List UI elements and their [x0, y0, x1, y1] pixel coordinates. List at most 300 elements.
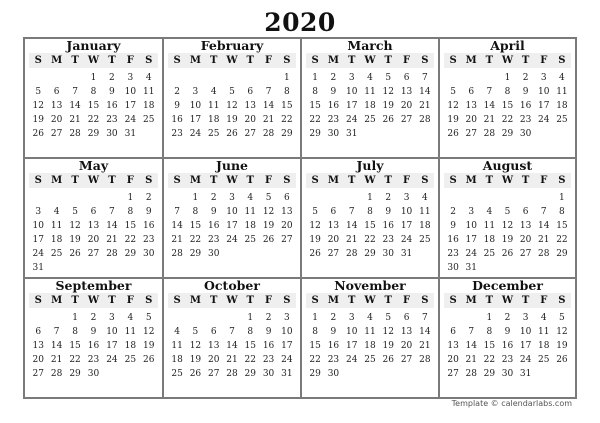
day-cell: 10 — [400, 207, 413, 217]
month-october — [164, 279, 302, 397]
day-cell: 16 — [207, 221, 220, 231]
day-cell: 29 — [69, 369, 81, 379]
day-cell: 17 — [189, 115, 202, 125]
day-cell: 4 — [540, 313, 547, 323]
day-cell: 15 — [483, 341, 496, 351]
day-cell: 2 — [109, 73, 115, 83]
day-cell: 6 — [403, 73, 410, 83]
day-cell: 17 — [124, 101, 137, 111]
day-grid — [306, 71, 434, 141]
day-cell: 25 — [244, 235, 256, 245]
day-cell: 4 — [421, 193, 428, 203]
weekday-label: W — [501, 175, 514, 186]
day-cell: 9 — [330, 87, 337, 97]
day-cell: 3 — [109, 313, 115, 323]
day-cell: 14 — [538, 221, 550, 231]
day-cell: 25 — [483, 249, 496, 259]
day-cell: 7 — [174, 207, 180, 217]
day-cell: 12 — [32, 101, 44, 111]
day-cell: 26 — [143, 355, 155, 365]
day-cell: 10 — [465, 221, 477, 231]
day-cell: 1 — [283, 73, 290, 83]
day-cell: 25 — [207, 129, 220, 139]
day-cell: 13 — [87, 221, 100, 231]
day-cell: 4 — [247, 193, 254, 203]
day-cell: 22 — [87, 115, 100, 125]
day-cell: 16 — [143, 221, 155, 231]
day-cell: 13 — [281, 207, 293, 217]
day-cell: 22 — [281, 115, 293, 125]
day-cell: 13 — [519, 221, 532, 231]
day-cell: 11 — [50, 221, 63, 231]
day-cell: 27 — [50, 129, 63, 139]
day-cell: 20 — [87, 235, 100, 245]
day-cell: 2 — [522, 73, 529, 83]
day-cell: 25 — [538, 355, 550, 365]
day-cell: 21 — [419, 101, 431, 111]
empty-day-cell — [462, 311, 480, 325]
day-cell: 11 — [244, 207, 256, 217]
day-cell: 8 — [312, 87, 318, 97]
day-cell: 2 — [265, 313, 272, 323]
day-cell: 29 — [87, 129, 100, 139]
day-cell: 10 — [281, 327, 293, 337]
day-cell: 28 — [419, 115, 431, 125]
day-grid — [306, 191, 434, 261]
weekday-label: S — [173, 175, 181, 186]
calendar-year-title: 2020 — [264, 8, 336, 37]
day-cell: 3 — [229, 193, 235, 203]
day-cell: 9 — [385, 207, 392, 217]
day-cell: 10 — [538, 87, 550, 97]
weekday-header-row — [168, 53, 296, 68]
day-cell: 14 — [226, 341, 238, 351]
day-cell: 1 — [504, 73, 511, 83]
day-cell: 29 — [281, 129, 293, 139]
empty-day-cell — [223, 71, 241, 85]
weekday-label: S — [449, 295, 457, 306]
day-cell: 27 — [207, 369, 220, 379]
day-cell: 17 — [465, 235, 477, 245]
day-cell: 2 — [90, 313, 97, 323]
weekday-label: S — [558, 175, 566, 186]
day-cell: 24 — [345, 115, 358, 125]
day-cell: 18 — [50, 235, 63, 245]
day-cell: 13 — [400, 87, 413, 97]
day-cell: 18 — [364, 101, 376, 111]
day-cell: 4 — [367, 73, 373, 83]
day-cell: 16 — [327, 341, 340, 351]
weekday-label: F — [126, 295, 134, 306]
day-cell: 15 — [501, 101, 514, 111]
day-cell: 7 — [72, 87, 78, 97]
day-cell: 28 — [419, 355, 431, 365]
day-cell: 2 — [145, 193, 152, 203]
day-cell: 27 — [400, 115, 413, 125]
weekday-label: M — [327, 55, 339, 66]
day-cell: 17 — [345, 341, 358, 351]
day-cell: 27 — [447, 369, 459, 379]
weekday-label: T — [384, 295, 392, 306]
day-cell: 25 — [556, 115, 568, 125]
day-cell: 2 — [504, 313, 511, 323]
weekday-label: T — [347, 295, 356, 306]
day-cell: 3 — [468, 207, 475, 217]
day-cell: 6 — [283, 193, 290, 203]
day-cell: 15 — [309, 341, 321, 351]
day-cell: 8 — [486, 327, 493, 337]
month-name: March — [347, 38, 393, 53]
day-cell: 5 — [229, 87, 235, 97]
weekday-label: M — [465, 175, 477, 186]
weekday-label: S — [34, 295, 42, 306]
day-grid — [168, 71, 296, 141]
weekday-label: S — [311, 175, 319, 186]
day-cell: 27 — [400, 355, 413, 365]
day-cell: 19 — [447, 115, 459, 125]
day-grid — [29, 71, 158, 141]
day-cell: 26 — [382, 355, 394, 365]
day-cell: 16 — [501, 341, 514, 351]
day-cell: 11 — [364, 327, 376, 337]
empty-day-cell — [205, 311, 223, 325]
weekday-label: M — [327, 295, 339, 306]
day-cell: 22 — [244, 355, 256, 365]
weekday-label: S — [173, 295, 181, 306]
day-cell: 17 — [281, 341, 293, 351]
day-cell: 6 — [330, 207, 337, 217]
day-cell: 7 — [468, 327, 475, 337]
day-cell: 23 — [207, 235, 220, 245]
day-cell: 30 — [106, 129, 118, 139]
day-cell: 18 — [556, 101, 568, 111]
day-cell: 25 — [364, 355, 376, 365]
day-cell: 11 — [364, 87, 376, 97]
months-grid — [25, 39, 575, 397]
day-cell: 8 — [504, 87, 511, 97]
day-cell: 13 — [400, 327, 413, 337]
day-cell: 30 — [262, 369, 275, 379]
weekday-label: T — [246, 55, 254, 66]
weekday-label: W — [87, 295, 100, 306]
weekday-label: M — [327, 175, 339, 186]
day-cell: 1 — [90, 73, 97, 83]
day-cell: 3 — [127, 73, 134, 83]
day-cell: 17 — [106, 341, 118, 351]
month-june — [164, 159, 302, 279]
day-cell: 17 — [400, 221, 413, 231]
day-cell: 4 — [145, 73, 152, 83]
day-cell: 5 — [192, 327, 199, 337]
weekday-label: T — [521, 55, 530, 66]
weekday-header-row — [29, 53, 158, 68]
weekday-header-row — [168, 173, 296, 188]
weekday-label: S — [311, 295, 319, 306]
day-cell: 16 — [262, 341, 275, 351]
weekday-label: F — [265, 175, 273, 186]
day-cell: 20 — [244, 115, 256, 125]
day-cell: 21 — [483, 115, 496, 125]
day-cell: 11 — [556, 87, 568, 97]
weekday-label: S — [558, 55, 566, 66]
day-cell: 5 — [385, 73, 392, 83]
weekday-label: S — [34, 175, 42, 186]
weekday-label: F — [265, 295, 273, 306]
month-name: February — [200, 38, 264, 53]
day-cell: 12 — [382, 87, 394, 97]
weekday-label: T — [485, 175, 494, 186]
weekday-label: T — [384, 55, 392, 66]
day-grid — [168, 191, 296, 261]
day-cell: 30 — [207, 249, 220, 259]
day-cell: 21 — [262, 115, 275, 125]
empty-day-cell — [186, 311, 204, 325]
weekday-label: T — [71, 175, 79, 186]
day-cell: 31 — [519, 369, 532, 379]
day-cell: 9 — [174, 101, 180, 111]
weekday-label: M — [51, 175, 63, 186]
day-cell: 27 — [281, 235, 293, 245]
day-cell: 3 — [192, 87, 199, 97]
weekday-label: F — [403, 55, 411, 66]
day-cell: 23 — [171, 129, 183, 139]
day-cell: 12 — [69, 221, 81, 231]
day-cell: 4 — [53, 207, 60, 217]
day-cell: 24 — [400, 235, 413, 245]
day-cell: 17 — [538, 101, 550, 111]
month-name: July — [356, 158, 384, 173]
empty-day-cell — [47, 191, 65, 205]
month-august — [440, 159, 575, 279]
day-cell: 2 — [330, 73, 337, 83]
day-cell: 7 — [540, 207, 547, 217]
day-cell: 6 — [90, 207, 97, 217]
weekday-header-row — [168, 293, 296, 308]
month-december — [440, 279, 575, 397]
day-cell: 30 — [327, 369, 340, 379]
day-cell: 18 — [538, 341, 550, 351]
day-cell: 18 — [244, 221, 256, 231]
weekday-label: M — [189, 175, 201, 186]
weekday-label: M — [465, 55, 477, 66]
day-cell: 18 — [419, 221, 431, 231]
day-cell: 29 — [364, 249, 376, 259]
weekday-label: T — [108, 295, 116, 306]
day-cell: 12 — [262, 207, 275, 217]
day-cell: 4 — [559, 73, 565, 83]
day-cell: 14 — [465, 341, 477, 351]
day-cell: 27 — [519, 249, 532, 259]
day-cell: 28 — [50, 369, 63, 379]
day-grid — [168, 311, 296, 381]
day-cell: 20 — [207, 355, 220, 365]
day-cell: 23 — [501, 355, 514, 365]
day-cell: 16 — [327, 101, 340, 111]
day-cell: 21 — [226, 355, 238, 365]
weekday-label: T — [71, 295, 79, 306]
day-cell: 24 — [32, 249, 44, 259]
day-cell: 14 — [345, 221, 358, 231]
day-cell: 18 — [124, 341, 137, 351]
day-cell: 5 — [312, 207, 318, 217]
day-cell: 27 — [465, 129, 477, 139]
month-name: August — [482, 158, 533, 173]
day-cell: 6 — [35, 327, 42, 337]
month-september — [25, 279, 164, 397]
day-cell: 4 — [486, 207, 493, 217]
day-cell: 21 — [106, 235, 118, 245]
day-cell: 10 — [106, 327, 118, 337]
day-cell: 21 — [465, 355, 477, 365]
weekday-label: T — [108, 175, 116, 186]
day-cell: 28 — [345, 249, 358, 259]
day-cell: 24 — [465, 249, 477, 259]
day-grid — [306, 311, 434, 381]
day-cell: 9 — [90, 327, 97, 337]
day-cell: 7 — [229, 327, 235, 337]
day-cell: 23 — [262, 355, 275, 365]
day-cell: 31 — [281, 369, 293, 379]
day-cell: 19 — [501, 235, 514, 245]
day-cell: 1 — [247, 313, 254, 323]
empty-day-cell — [47, 71, 65, 85]
day-cell: 8 — [367, 207, 373, 217]
day-cell: 31 — [32, 263, 44, 273]
day-grid — [444, 311, 571, 381]
day-cell: 5 — [145, 313, 152, 323]
day-cell: 17 — [519, 341, 532, 351]
day-cell: 24 — [519, 355, 532, 365]
day-cell: 12 — [556, 327, 568, 337]
day-cell: 19 — [556, 341, 568, 351]
weekday-label: F — [265, 55, 273, 66]
day-cell: 8 — [127, 207, 134, 217]
day-cell: 13 — [207, 341, 220, 351]
day-cell: 18 — [364, 341, 376, 351]
day-cell: 14 — [50, 341, 63, 351]
day-cell: 15 — [364, 221, 376, 231]
weekday-label: T — [521, 175, 530, 186]
weekday-label: S — [421, 175, 429, 186]
month-name: December — [472, 278, 543, 293]
weekday-label: W — [226, 175, 238, 186]
day-cell: 7 — [421, 313, 428, 323]
day-cell: 21 — [50, 355, 63, 365]
day-cell: 5 — [385, 313, 392, 323]
day-cell: 3 — [35, 207, 42, 217]
day-cell: 7 — [348, 207, 355, 217]
day-cell: 15 — [69, 341, 81, 351]
day-cell: 6 — [450, 327, 456, 337]
day-cell: 22 — [556, 235, 568, 245]
month-may — [25, 159, 164, 279]
weekday-label: F — [403, 175, 411, 186]
day-cell: 16 — [519, 101, 532, 111]
empty-day-cell — [29, 311, 47, 325]
day-cell: 4 — [367, 313, 373, 323]
day-cell: 20 — [447, 355, 459, 365]
day-cell: 11 — [538, 327, 550, 337]
day-cell: 26 — [447, 129, 459, 139]
day-cell: 15 — [189, 221, 202, 231]
weekday-label: T — [209, 295, 218, 306]
day-cell: 20 — [327, 235, 340, 245]
day-cell: 24 — [124, 115, 137, 125]
day-cell: 8 — [559, 207, 565, 217]
day-cell: 7 — [53, 327, 60, 337]
day-cell: 15 — [309, 101, 321, 111]
weekday-label: F — [540, 55, 548, 66]
day-cell: 1 — [72, 313, 78, 323]
day-cell: 15 — [87, 101, 100, 111]
day-cell: 29 — [309, 129, 321, 139]
day-cell: 11 — [419, 207, 431, 217]
weekday-label: T — [71, 55, 79, 66]
empty-day-cell — [186, 71, 204, 85]
day-cell: 23 — [447, 249, 459, 259]
day-cell: 20 — [400, 341, 413, 351]
month-november — [302, 279, 440, 397]
day-cell: 16 — [171, 115, 183, 125]
day-cell: 24 — [538, 115, 550, 125]
day-cell: 1 — [192, 193, 199, 203]
day-cell: 9 — [450, 221, 456, 231]
day-cell: 21 — [345, 235, 358, 245]
weekday-label: S — [145, 55, 153, 66]
day-cell: 10 — [345, 327, 358, 337]
day-cell: 19 — [143, 341, 155, 351]
weekday-label: S — [283, 295, 291, 306]
day-cell: 27 — [244, 129, 256, 139]
day-cell: 25 — [143, 115, 155, 125]
weekday-label: T — [347, 175, 356, 186]
day-cell: 12 — [382, 327, 394, 337]
day-cell: 12 — [226, 101, 238, 111]
month-name: April — [490, 38, 525, 53]
day-cell: 1 — [127, 193, 134, 203]
day-cell: 14 — [419, 87, 431, 97]
day-cell: 11 — [207, 101, 220, 111]
weekday-label: T — [108, 55, 116, 66]
day-cell: 12 — [447, 101, 459, 111]
day-cell: 24 — [345, 355, 358, 365]
day-cell: 14 — [171, 221, 183, 231]
day-cell: 8 — [90, 87, 97, 97]
day-cell: 9 — [522, 87, 529, 97]
day-cell: 13 — [447, 341, 459, 351]
day-cell: 20 — [50, 115, 63, 125]
day-cell: 25 — [171, 369, 183, 379]
day-cell: 10 — [124, 87, 137, 97]
day-cell: 20 — [281, 221, 293, 231]
weekday-label: S — [449, 175, 457, 186]
day-cell: 30 — [519, 129, 532, 139]
day-grid — [29, 311, 158, 381]
weekday-label: T — [209, 55, 218, 66]
day-cell: 13 — [465, 101, 477, 111]
day-cell: 6 — [468, 87, 475, 97]
weekday-label: T — [485, 295, 494, 306]
day-cell: 1 — [312, 73, 318, 83]
day-cell: 22 — [189, 235, 202, 245]
weekday-label: T — [209, 175, 218, 186]
day-cell: 20 — [32, 355, 44, 365]
day-cell: 11 — [171, 341, 183, 351]
day-cell: 31 — [465, 263, 477, 273]
weekday-label: S — [145, 175, 153, 186]
weekday-header-row — [444, 173, 571, 188]
weekday-label: W — [87, 175, 100, 186]
